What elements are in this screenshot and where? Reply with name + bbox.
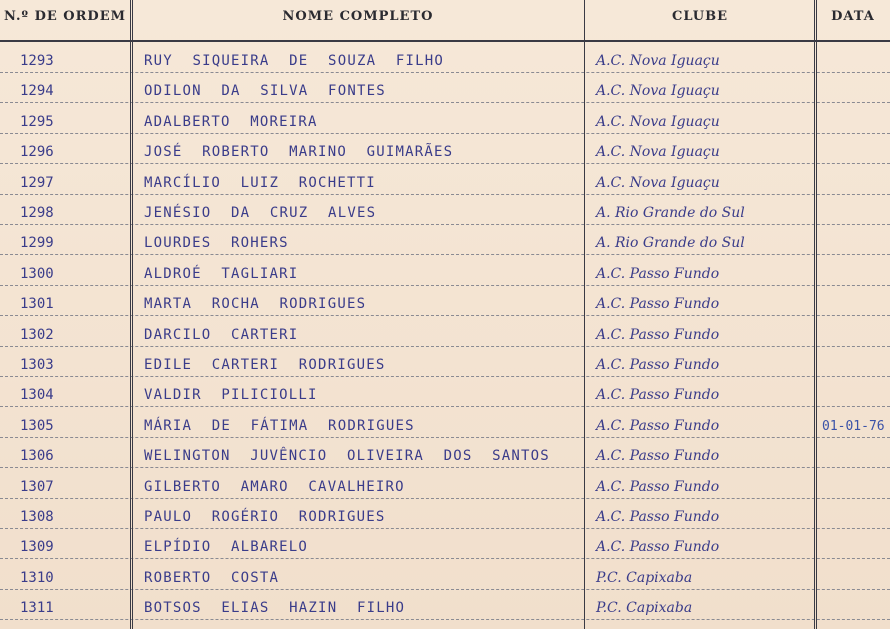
club-name: A.C. Nova Iguaçu [596,144,720,161]
ordem-number: 1301 [20,296,54,313]
full-name: JENÉSIO DA CRUZ ALVES [144,205,377,221]
ordem-number: 1299 [20,235,54,252]
table-row [0,528,890,559]
entry-date: 01-01-76 [822,418,885,434]
full-name: ALDROÉ TAGLIARI [144,265,299,282]
table-row [0,498,890,529]
table-row [0,285,890,316]
full-name: BOTSOS ELIAS HAZIN FILHO [144,600,406,617]
ordem-number: 1294 [20,83,54,100]
header-clube: CLUBE [671,9,728,24]
ordem-number: 1307 [20,478,54,495]
club-name: P.C. Capixaba [596,569,693,586]
club-name: A.C. Passo Fundo [596,357,720,373]
ordem-number: 1296 [20,144,54,161]
full-name: DARCILO CARTERI [144,326,299,343]
full-name: EDILE CARTERI RODRIGUES [144,357,386,373]
club-name: A.C. Nova Iguaçu [596,53,720,69]
column-divider [584,0,585,629]
club-name: A.C. Passo Fundo [596,478,720,495]
full-name: ROBERTO COSTA [144,569,280,586]
table-row [0,559,890,590]
ordem-number: 1297 [20,174,54,191]
table-row [0,164,890,195]
full-name: VALDIR PILICIOLLI [144,387,318,404]
club-name: A.C. Passo Fundo [596,509,720,525]
table-row [0,468,890,499]
full-name: RUY SIQUEIRA DE SOUZA FILHO [144,53,444,69]
club-name: A.C. Nova Iguaçu [596,113,720,130]
ordem-number: 1302 [20,326,54,343]
full-name: MÁRIA DE FÁTIMA RODRIGUES [144,417,415,434]
ordem-number: 1309 [20,539,54,556]
ordem-number: 1305 [20,417,54,434]
ordem-number: 1303 [20,357,54,373]
table-row [0,72,890,103]
full-name: ODILON DA SILVA FONTES [144,83,386,100]
club-name: A.C. Passo Fundo [596,539,720,556]
ordem-number: 1304 [20,387,54,404]
full-name: ADALBERTO MOREIRA [144,113,318,130]
table-row [0,376,890,407]
ordem-number: 1298 [20,205,54,221]
club-name: A. Rio Grande do Sul [596,205,745,221]
club-name: A.C. Passo Fundo [596,448,720,465]
full-name: JOSÉ ROBERTO MARINO GUIMARÃES [144,144,454,161]
club-name: A.C. Passo Fundo [596,326,720,343]
full-name: LOURDES ROHERS [144,235,289,252]
ordem-number: 1306 [20,448,54,465]
club-name: A. Rio Grande do Sul [596,235,745,252]
table-row [0,194,890,225]
full-name: WELINGTON JUVÊNCIO OLIVEIRA DOS SANTOS [144,448,550,465]
table-row [0,589,890,620]
club-name: A.C. Nova Iguaçu [596,174,720,191]
header-data: DATA [831,9,875,24]
full-name: ELPÍDIO ALBARELO [144,539,309,556]
column-divider [130,0,133,629]
club-name: P.C. Capixaba [596,600,693,617]
table-row [0,42,890,73]
ordem-number: 1300 [20,265,54,282]
full-name: PAULO ROGÉRIO RODRIGUES [144,509,386,525]
full-name: GILBERTO AMARO CAVALHEIRO [144,478,405,495]
table-row [0,224,890,255]
full-name: MARTA ROCHA RODRIGUES [144,296,367,313]
column-divider [814,0,817,629]
full-name: MARCÍLIO LUIZ ROCHETTI [144,174,376,191]
table-row [0,407,890,438]
table-row [0,103,890,134]
club-name: A.C. Passo Fundo [596,417,720,434]
header-ordem: N.º DE ORDEM [3,9,126,24]
ordem-number: 1308 [20,509,54,525]
table-row [0,255,890,286]
table-row [0,316,890,347]
club-name: A.C. Passo Fundo [596,387,720,404]
table-row [0,437,890,468]
header-nome: NOME COMPLETO [282,9,434,24]
table-row [0,133,890,164]
table-row [0,346,890,377]
ordem-number: 1310 [20,569,54,586]
club-name: A.C. Passo Fundo [596,296,720,313]
ordem-number: 1295 [20,113,54,130]
table-header [0,0,890,42]
ordem-number: 1311 [20,600,54,617]
club-name: A.C. Passo Fundo [596,265,720,282]
club-name: A.C. Nova Iguaçu [596,83,720,100]
ordem-number: 1293 [20,53,54,69]
